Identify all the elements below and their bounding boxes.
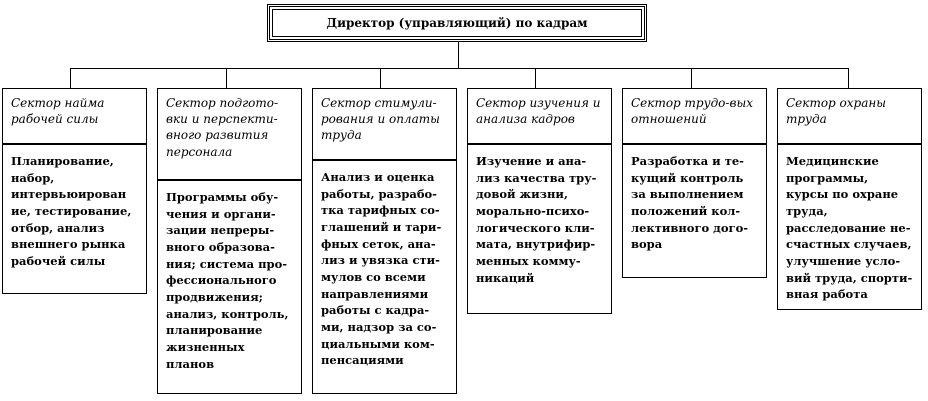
connector-drop-4 — [535, 68, 536, 88]
sector-safety — [777, 88, 922, 144]
connector-drop-3 — [380, 68, 381, 88]
director-title: Директор (управляющий) по кадрам — [326, 16, 588, 30]
connector-director-down — [458, 42, 459, 68]
sector-analysis — [467, 88, 612, 144]
sector-title: Сектор подгото-вки и перспекти-вного развития персонала — [157, 88, 302, 180]
sector-title: Сектор изучения и анализа кадров — [467, 88, 612, 144]
sector-duties: Медицинские программы, курсы по охране труда, расследование не-счастных случаев, улучшение усло-вий труда, спорти-вная работа — [777, 144, 922, 310]
connector-drop-5 — [691, 68, 692, 88]
connector-drop-1 — [70, 68, 71, 88]
sector-training — [157, 88, 302, 180]
sector-title: Сектор охраны труда — [777, 88, 922, 144]
director-box — [267, 4, 647, 42]
connector-drop-6 — [848, 68, 849, 88]
sector-hiring — [2, 88, 147, 144]
sector-labor-relations — [622, 88, 767, 144]
sector-title: Сектор стимули-рования и оплаты труда — [312, 88, 457, 160]
sector-duties: Анализ и оценка работы, разрабо-тка тарифных со-глашений и тари-фных сеток, ана-лиз и увязка сти-мулов со всеми направлениями работы с кадра-ми, надзор за со-циальными ком-пенсациями — [312, 160, 457, 394]
connector-drop-2 — [226, 68, 227, 88]
sector-title: Сектор трудо-вых отношений — [622, 88, 767, 144]
sector-duties: Планирование, набор, интервьюирован ие, тестирование, отбор, анализ внешнего рынка рабочей силы — [2, 144, 147, 294]
sector-compensation — [312, 88, 457, 160]
sector-duties: Программы обу-чения и органи-зации непреры-вного образова-ния; система про-фессионального продвижения; анализ, контроль, планирование жизненных планов — [157, 180, 302, 394]
connector-horizontal-bus — [70, 68, 849, 69]
sector-title: Сектор найма рабочей силы — [2, 88, 147, 144]
director-box-inner-border — [272, 9, 642, 37]
sector-duties: Изучение и ана-лиз качества тру-довой жизни, морально-психо-логического кли-мата, внутрифир-менных комму-никаций — [467, 144, 612, 314]
sector-duties: Разработка и те-кущий контроль за выполнением положений кол-лективного дого-вора — [622, 144, 767, 278]
